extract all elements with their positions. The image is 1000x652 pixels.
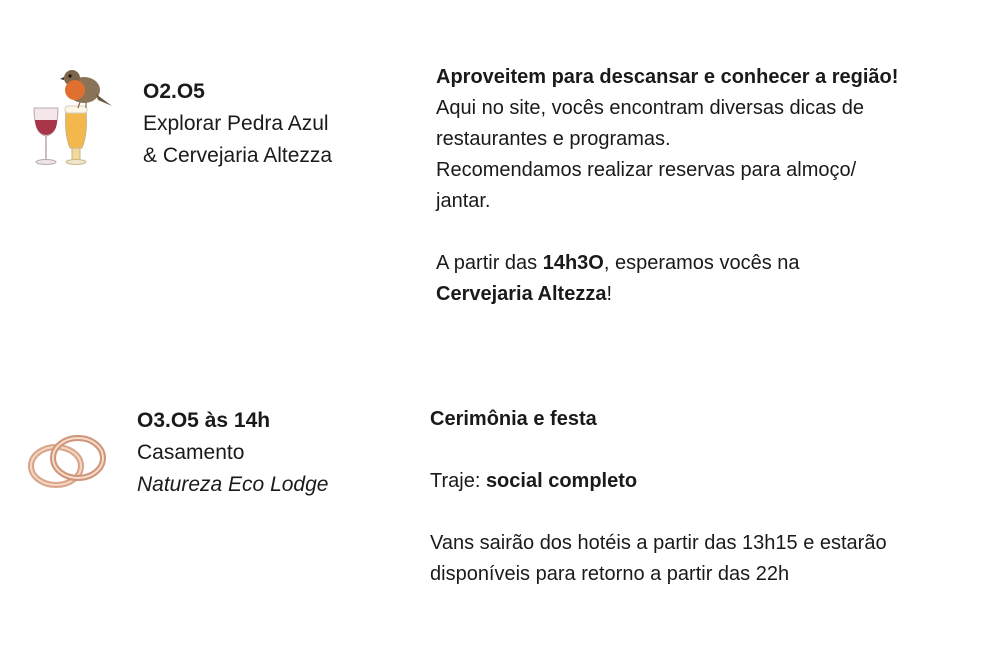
detail-line: jantar. bbox=[436, 190, 491, 212]
time-line bbox=[436, 248, 898, 279]
event-title-line: & Cervejaria Altezza bbox=[143, 144, 333, 167]
detail-line: Vans sairão dos hotéis a partir das 13h15 e estarão bbox=[430, 532, 887, 554]
event-summary bbox=[137, 405, 328, 501]
event-heading: Cerimônia e festa bbox=[430, 408, 597, 430]
detail-line: Aqui no site, vocês encontram diversas dicas de bbox=[436, 97, 864, 119]
event-details bbox=[430, 404, 887, 590]
event-summary bbox=[143, 76, 332, 172]
wedding-rings-icon bbox=[26, 428, 110, 494]
event-venue: Cervejaria Altezza bbox=[436, 283, 607, 305]
event-date: O3.O5 às 14h bbox=[137, 409, 271, 432]
event-time: 14h3O bbox=[542, 252, 604, 274]
venue-line bbox=[436, 279, 898, 310]
event-title-line: Casamento bbox=[137, 441, 245, 464]
dress-code-value: social completo bbox=[485, 470, 638, 492]
event-details bbox=[436, 62, 898, 310]
dress-code-line bbox=[430, 466, 887, 497]
event-date: O2.O5 bbox=[143, 80, 205, 103]
detail-line: disponíveis para retorno a partir das 22h bbox=[430, 563, 790, 585]
detail-line: restaurantes e programas. bbox=[436, 128, 671, 150]
event-heading: Aproveitem para descansar e conhecer a região! bbox=[436, 66, 899, 88]
venue-suffix: ! bbox=[606, 283, 613, 305]
robin-with-wine-and-beer-glasses-icon bbox=[28, 64, 118, 169]
dress-code-label: Traje: bbox=[430, 470, 486, 492]
time-suffix: , esperamos vocês na bbox=[603, 252, 800, 274]
event-title-line: Explorar Pedra Azul bbox=[143, 112, 329, 135]
detail-line: Recomendamos realizar reservas para almoço/ bbox=[436, 159, 857, 181]
event-venue-name: Natureza Eco Lodge bbox=[137, 473, 329, 496]
time-prefix: A partir das bbox=[436, 252, 543, 274]
